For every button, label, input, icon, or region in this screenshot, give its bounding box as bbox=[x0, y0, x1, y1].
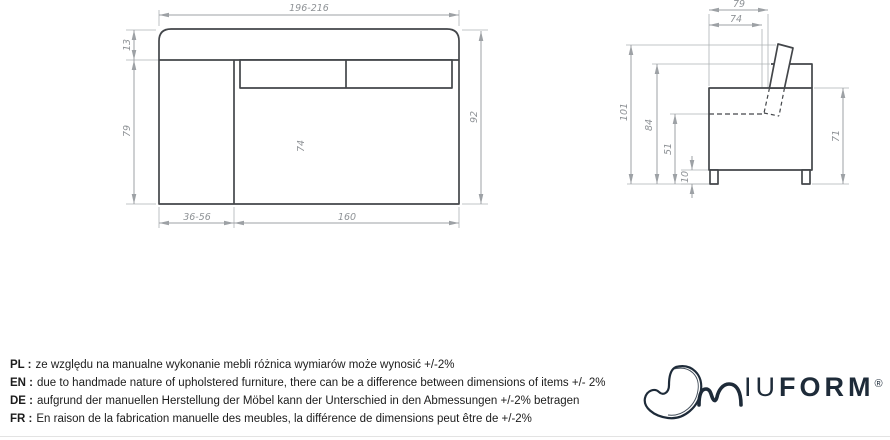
note-de bbox=[10, 392, 630, 410]
logo-wordmark bbox=[744, 372, 883, 403]
dim-label-side-seat-height: 51 bbox=[663, 142, 674, 156]
dim-label-front-inner-height: 74 bbox=[296, 139, 307, 153]
logo-wordmark-light: IU bbox=[744, 372, 779, 402]
dim-label-side-leg-height: 10 bbox=[680, 170, 691, 184]
dim-label-side-arm-height: 71 bbox=[831, 129, 842, 143]
note-de-label: DE : bbox=[10, 395, 33, 407]
note-pl-label: PL : bbox=[10, 359, 32, 371]
front-view-drawing bbox=[122, 3, 488, 228]
note-en bbox=[10, 374, 630, 392]
dim-label-front-body-height: 79 bbox=[122, 124, 133, 138]
tolerance-notes bbox=[10, 356, 630, 428]
dim-label-front-left-width: 36-56 bbox=[183, 212, 211, 223]
dim-label-side-total-depth: 79 bbox=[732, 0, 746, 10]
miuform-logo bbox=[638, 356, 888, 432]
dim-label-side-back-height: 84 bbox=[644, 118, 655, 132]
dim-label-side-seat-depth: 74 bbox=[729, 14, 743, 25]
note-en-text: due to handmade nature of upholstered furniture, there can be a difference between dimensions of items +/- 2% bbox=[37, 377, 606, 389]
note-pl bbox=[10, 356, 630, 374]
dim-label-front-seat-width: 160 bbox=[337, 212, 357, 223]
bottom-divider bbox=[0, 436, 890, 437]
side-view-drawing bbox=[619, 0, 849, 198]
dim-label-front-total-width: 196-216 bbox=[289, 3, 329, 14]
dim-label-side-total-height: 101 bbox=[619, 102, 630, 122]
note-fr-label: FR : bbox=[10, 413, 33, 425]
logo-m-icon bbox=[697, 376, 745, 408]
note-en-label: EN : bbox=[10, 377, 33, 389]
logo-wordmark-bold: FORM bbox=[779, 372, 875, 402]
note-de-text: aufgrund der manuellen Herstellung der Möbel kann der Unterschied in den Abmessungen +/-2% betragen bbox=[37, 395, 580, 407]
note-pl-text: ze względu na manualne wykonanie mebli różnica wymiarów może wynosić +/-2% bbox=[35, 359, 455, 371]
note-fr-text: En raison de la fabrication manuelle des meubles, la différence de dimensions peut être de +/-2% bbox=[36, 413, 532, 425]
note-fr bbox=[10, 410, 630, 428]
dim-label-front-back-top: 13 bbox=[122, 38, 133, 52]
dim-label-front-total-height: 92 bbox=[469, 110, 480, 124]
registered-mark: ® bbox=[874, 378, 883, 390]
